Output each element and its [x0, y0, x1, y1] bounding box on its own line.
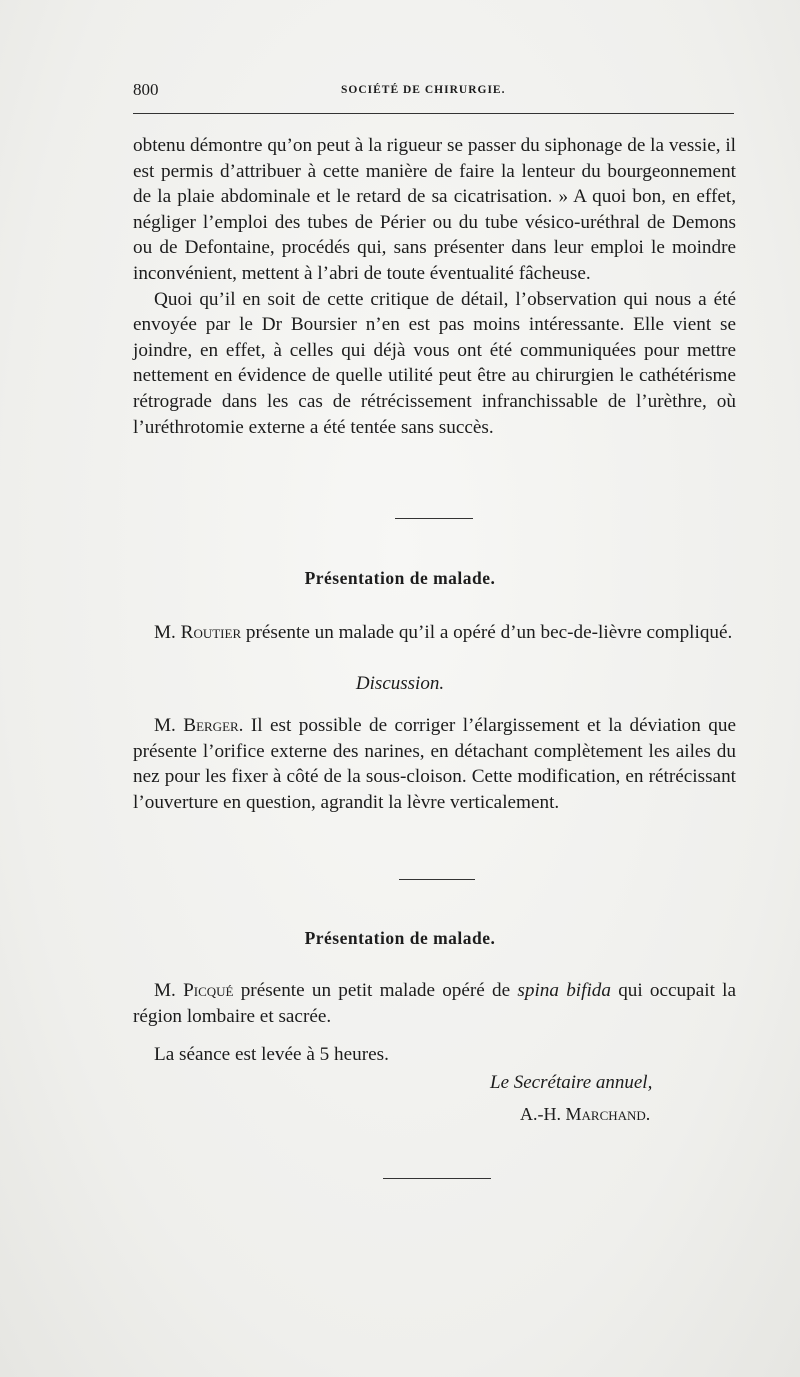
- discussion-heading: Discussion.: [355, 673, 445, 694]
- page-header: [133, 80, 733, 104]
- presentation-paragraph: [133, 978, 736, 1029]
- header-rule: [133, 113, 734, 114]
- section-heading: Présentation de malade.: [304, 568, 496, 588]
- end-separator: [383, 1178, 491, 1179]
- signature-title: Le Secrétaire annuel,: [490, 1072, 653, 1093]
- signature-name: [520, 1104, 650, 1125]
- section-separator: [395, 518, 473, 519]
- signature-initials: A.-H.: [520, 1104, 566, 1124]
- presentation-text: présente un petit malade opéré de: [233, 980, 518, 1001]
- speaker-name: Routier: [180, 622, 242, 643]
- speaker-name: Berger.: [183, 715, 244, 736]
- page-number: 800: [133, 80, 159, 99]
- continued-text: [133, 133, 736, 440]
- paragraph: Quoi qu’il en soit de cette critique de détail, l’observation qui nous a été envoyée par le Dr Boursier n’en est pas moins intéressante. Elle vient se joindre, en effet, à celles qui déjà vous ont été communiquées pour mettre nettement en évidence de quelle utilité peut être au chirurgien le cathétérisme rétrograde dans les cas de rétrécissement infranchissable de l’urèthre, où l’uréthrotomie externe a été tentée sans succès.: [133, 288, 736, 438]
- running-title: SOCIÉTÉ DE CHIRURGIE.: [341, 84, 506, 96]
- presentation-text: qui occupait la région lombaire et sacrée.: [133, 980, 736, 1027]
- italic-term: spina bifida: [517, 980, 611, 1001]
- speaker-prefix: M.: [154, 980, 184, 1001]
- signature-surname: Marchand.: [565, 1104, 651, 1124]
- speaker-name: Picqué: [183, 980, 234, 1001]
- presentation-text: présente un malade qu’il a opéré d’un bec-de-lièvre compliqué.: [241, 622, 733, 643]
- speaker-prefix: M.: [154, 715, 184, 736]
- speaker-prefix: M.: [154, 622, 181, 643]
- section-heading: Présentation de malade.: [304, 928, 496, 948]
- paragraph: obtenu démontre qu’on peut à la rigueur se passer du siphonage de la vessie, il est permis d’attribuer à cette manière de faire la lenteur du bourgeonnement de la plaie abdominale et le retard de sa cicatrisation. » A quoi bon, en effet, négliger l’emploi des tubes de Périer ou du tube vésico-uréthral de Demons ou de Defontaine, procédés qui, sans présenter dans leur emploi le moindre inconvénient, mettent à l’abri de toute éventualité fâcheuse.: [133, 135, 736, 284]
- closing-text: La séance est levée à 5 heures.: [154, 1044, 389, 1065]
- discussion-paragraph: [133, 713, 736, 815]
- section-separator: [399, 879, 475, 880]
- closing-paragraph: [133, 1042, 736, 1068]
- discussion-text: Il est possible de corriger l’élargissement et la déviation que présente l’orifice externe des narines, en détachant complètement les ailes du nez pour les fixer à côté de la sous-cloison. Cette modification, en rétrécissant l’ouverture en question, agrandit la lèvre verticalement.: [133, 715, 736, 813]
- presentation-paragraph: [133, 620, 736, 646]
